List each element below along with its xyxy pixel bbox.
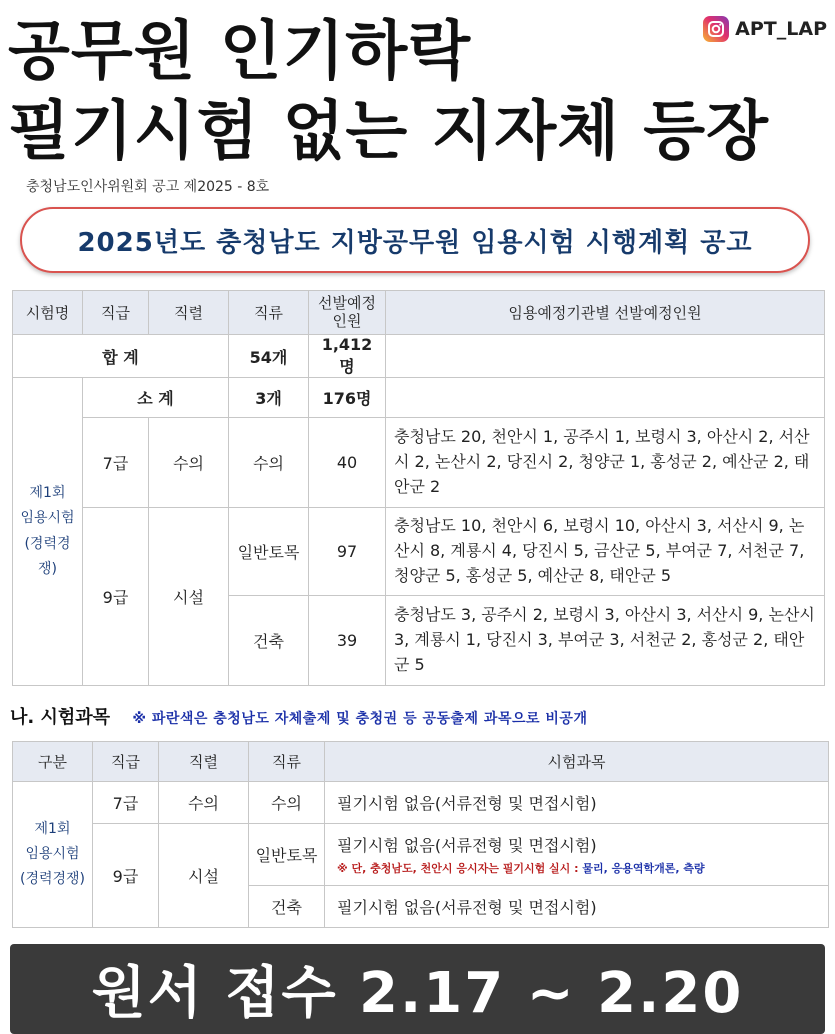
table-header-row [13, 742, 829, 782]
headline-line1: 공무원 인기하락 [8, 15, 472, 89]
section-note: ※ 파란색은 충청남도 자체출제 및 충청권 등 공동출제 과목으로 비공개 [132, 711, 588, 727]
row-series: 시설 [159, 824, 249, 928]
group-line2: 임용시험 [25, 845, 80, 862]
row-grade: 9급 [93, 824, 159, 928]
row-subjects: 필기시험 없음(서류전형 및 면접시험) [325, 782, 829, 824]
header-field: 직류 [249, 742, 325, 782]
notice-title: 2025년도 충청남도 지방공무원 임용시험 시행계획 공고 [20, 207, 810, 273]
header-grade: 직급 [93, 742, 159, 782]
row-grade: 9급 [83, 508, 149, 686]
row-field: 일반토목 [229, 508, 309, 596]
row-subjects-cell [325, 824, 829, 886]
application-period-banner: 원서 접수 2.17 ~ 2.20 [10, 944, 825, 1034]
instagram-icon [703, 16, 729, 42]
row-grade: 7급 [83, 418, 149, 508]
table-row [13, 782, 829, 824]
header-field: 직류 [229, 291, 309, 335]
notice-number: 충청남도인사위원회 공고 제2025 - 8호 [26, 179, 270, 195]
row-subjects: 필기시험 없음(서류전형 및 면접시험) [337, 836, 597, 855]
row-field: 일반토목 [249, 824, 325, 886]
subtotal-count: 3개 [229, 378, 309, 418]
exception-note [337, 860, 822, 876]
header-division: 구분 [13, 742, 93, 782]
total-label: 합 계 [13, 335, 229, 378]
total-count: 54개 [229, 335, 309, 378]
total-orgs [386, 335, 825, 378]
subtotal-label: 소 계 [83, 378, 229, 418]
total-people: 1,412명 [309, 335, 386, 378]
row-orgs: 충청남도 20, 천안시 1, 공주시 1, 보령시 3, 아산시 2, 서산시 2, 논산시 2, 당진시 2, 청양군 1, 홍성군 2, 예산군 2, 태안군 2 [386, 418, 825, 508]
row-people: 97 [309, 508, 386, 596]
header-exam: 시험명 [13, 291, 83, 335]
table-row [13, 824, 829, 886]
group-line3: (경력경쟁) [24, 535, 71, 577]
header-subjects: 시험과목 [325, 742, 829, 782]
recruitment-table [12, 290, 825, 686]
table-row [13, 508, 825, 596]
exception-subjects: 물리, 응용역학개론, 측량 [582, 862, 705, 875]
group-line3: (경력경쟁) [19, 871, 86, 888]
table-row [13, 418, 825, 508]
section-subjects-heading [10, 703, 587, 729]
row-series: 수의 [149, 418, 229, 508]
exception-text: ※ 단, 충청남도, 천안시 응시자는 필기시험 실시 : [337, 862, 579, 875]
row-orgs: 충청남도 10, 천안시 6, 보령시 10, 아산시 3, 서산시 9, 논산시 8, 계룡시 4, 당진시 5, 금산군 5, 부여군 7, 서천군 7, 청양군 5, 홍성군 5, 예산군 8, 태안군 5 [386, 508, 825, 596]
headline-line2: 필기시험 없는 지자체 등장 [8, 95, 769, 169]
row-field: 수의 [249, 782, 325, 824]
row-field: 건축 [229, 596, 309, 686]
group-line1: 제1회 [34, 820, 71, 837]
header-series: 직렬 [149, 291, 229, 335]
header-people: 선발예정 인원 [309, 291, 386, 335]
table-header-row [13, 291, 825, 335]
row-grade: 7급 [93, 782, 159, 824]
subtotal-people: 176명 [309, 378, 386, 418]
section-title: 나. 시험과목 [10, 707, 111, 728]
row-series: 수의 [159, 782, 249, 824]
exam-group-label [13, 782, 93, 928]
header-grade: 직급 [83, 291, 149, 335]
exam-group-label [13, 378, 83, 686]
header-orgs: 임용예정기관별 선발예정인원 [386, 291, 825, 335]
subtotal-row [13, 378, 825, 418]
row-orgs: 충청남도 3, 공주시 2, 보령시 3, 아산시 3, 서산시 9, 논산시 3, 계룡시 1, 당진시 3, 부여군 3, 서천군 2, 홍성군 2, 태안군 5 [386, 596, 825, 686]
instagram-handle[interactable] [703, 16, 827, 42]
row-people: 39 [309, 596, 386, 686]
subjects-table [12, 741, 829, 928]
header-series: 직렬 [159, 742, 249, 782]
group-line2: 임용시험 [20, 510, 75, 527]
row-field: 수의 [229, 418, 309, 508]
row-series: 시설 [149, 508, 229, 686]
row-subjects: 필기시험 없음(서류전형 및 면접시험) [325, 886, 829, 928]
row-field: 건축 [249, 886, 325, 928]
subtotal-orgs [386, 378, 825, 418]
row-people: 40 [309, 418, 386, 508]
group-line1: 제1회 [29, 485, 66, 502]
instagram-handle-text: APT_LAP [735, 18, 827, 40]
total-row [13, 335, 825, 378]
